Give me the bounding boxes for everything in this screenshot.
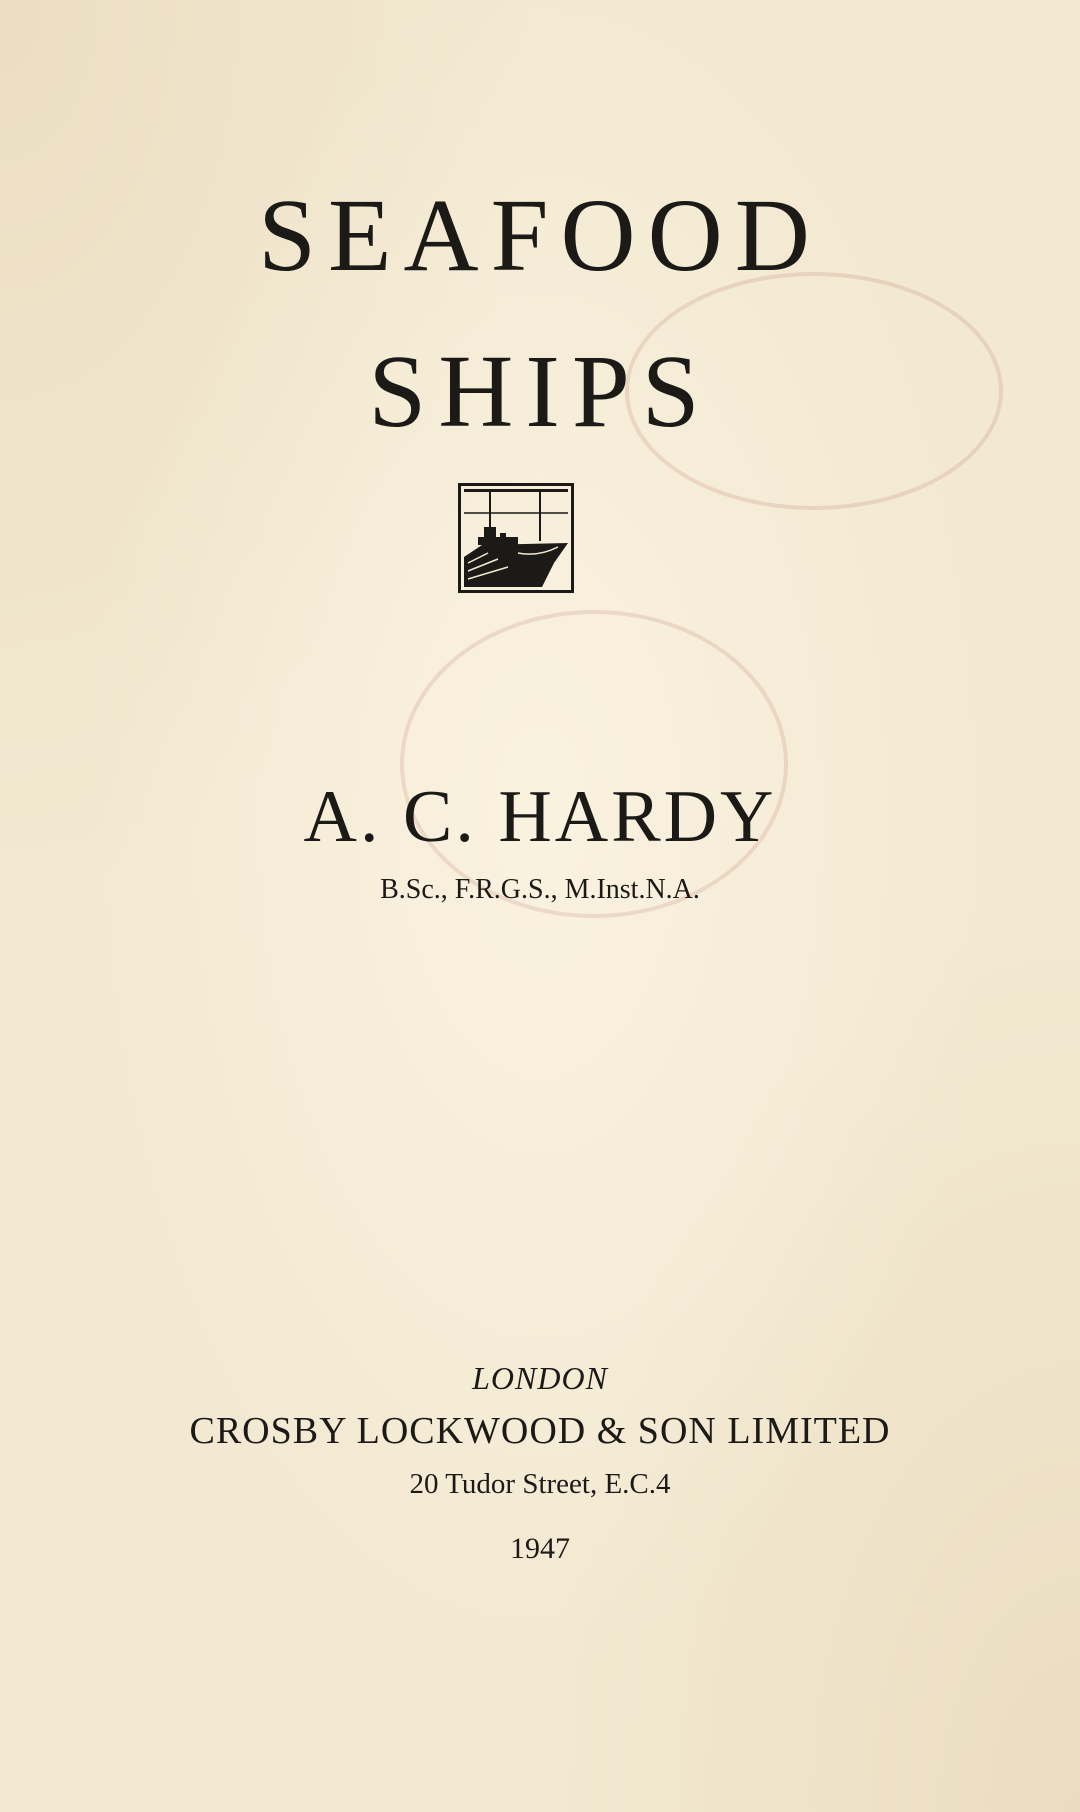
publisher-address: 20 Tudor Street, E.C.4 xyxy=(409,1468,671,1500)
author-name: A. C. HARDY xyxy=(303,776,777,858)
author-degrees: B.Sc., F.R.G.S., M.Inst.N.A. xyxy=(380,874,700,905)
publication-year: 1947 xyxy=(510,1532,570,1565)
title-line-2: SHIPS xyxy=(368,333,712,449)
title-line-1: SEAFOOD xyxy=(258,177,822,293)
publisher-city: LONDON xyxy=(472,1360,608,1396)
ship-icon xyxy=(458,483,574,593)
show-through-stamp xyxy=(400,610,788,918)
publisher-name: CROSBY LOCKWOOD & SON LIMITED xyxy=(189,1410,891,1452)
